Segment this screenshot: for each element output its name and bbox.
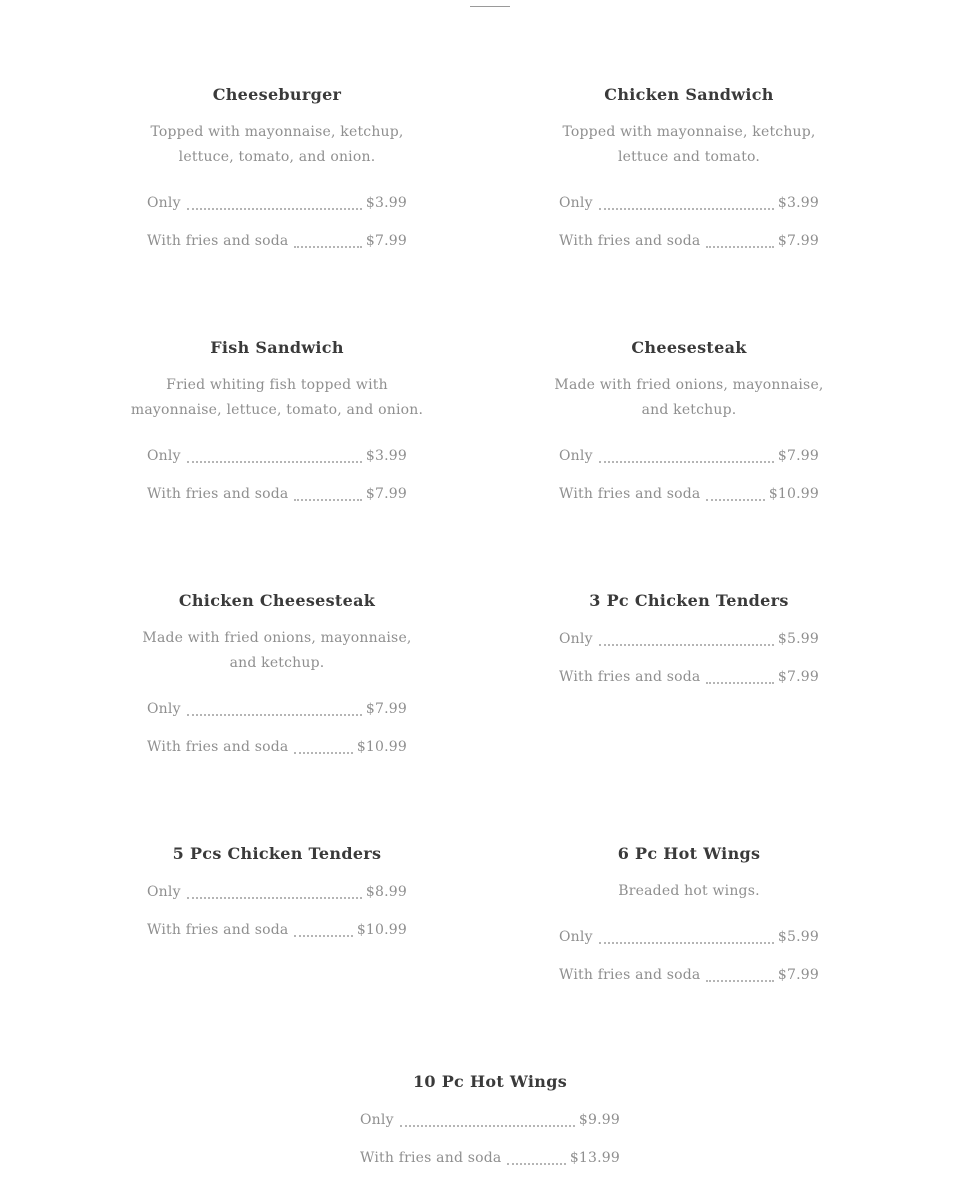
dot-leader [599,461,774,463]
item-description: Made with fried onions, mayonnaise, and ketchup. [554,377,824,418]
price-row [559,658,819,696]
price-list [127,873,427,949]
price-value: $3.99 [365,448,407,464]
price-value: $7.99 [777,669,819,685]
price-value: $9.99 [578,1112,620,1128]
dot-leader [187,897,362,899]
price-row [559,620,819,658]
price-row [147,873,407,911]
item-name: Cheeseburger [212,85,342,104]
price-value: $7.99 [777,448,819,464]
item-description: Breaded hot wings. [618,883,760,899]
price-value: $7.99 [365,233,407,249]
dot-leader [706,499,764,501]
menu-item-cheesesteak [539,337,839,513]
dot-leader [187,714,362,716]
price-row [147,728,407,766]
item-name: 6 Pc Hot Wings [617,844,761,863]
price-value: $13.99 [569,1150,620,1166]
dot-leader [294,499,361,501]
item-name: Chicken Cheesesteak [178,591,376,610]
menu-item-5-pcs-chicken-tenders [127,843,427,949]
price-label: With fries and soda [559,486,701,502]
price-label: Only [147,195,181,211]
price-label: Only [559,195,593,211]
menu-item-cheeseburger [127,84,427,260]
price-list [127,184,427,260]
price-value: $7.99 [365,486,407,502]
dot-leader [599,208,774,210]
price-label: With fries and soda [559,669,701,685]
price-label: Only [559,929,593,945]
dot-leader [706,246,773,248]
price-row [559,956,819,994]
item-name: Fish Sandwich [210,338,344,357]
price-value: $7.99 [777,967,819,983]
price-list [539,620,839,696]
item-name: Cheesesteak [631,338,747,357]
price-value: $8.99 [365,884,407,900]
price-label: Only [147,448,181,464]
dot-leader [294,935,352,937]
price-label: With fries and soda [147,922,289,938]
top-divider [470,6,510,7]
dot-leader [706,980,773,982]
dot-leader [400,1125,575,1127]
menu-item-6-pc-hot-wings [539,843,839,994]
price-row [559,184,819,222]
item-description: Made with fried onions, mayonnaise, and ketchup. [142,630,412,671]
dot-leader [599,644,774,646]
dot-leader [187,208,362,210]
price-label: Only [559,631,593,647]
menu-item-chicken-cheesesteak [127,590,427,766]
price-label: Only [147,701,181,717]
price-label: With fries and soda [559,967,701,983]
price-list [127,690,427,766]
price-row [147,690,407,728]
dot-leader [507,1163,565,1165]
price-row [147,184,407,222]
price-label: With fries and soda [559,233,701,249]
item-name: 5 Pcs Chicken Tenders [172,844,382,863]
price-value: $10.99 [356,739,407,755]
price-list [340,1101,640,1177]
item-name: Chicken Sandwich [604,85,774,104]
price-value: $3.99 [777,195,819,211]
menu-item-3-pc-chicken-tenders [539,590,839,696]
item-name: 3 Pc Chicken Tenders [589,591,789,610]
price-row [147,475,407,513]
price-row [147,437,407,475]
price-value: $10.99 [768,486,819,502]
price-value: $10.99 [356,922,407,938]
price-label: Only [147,884,181,900]
price-row [559,222,819,260]
price-label: With fries and soda [360,1150,502,1166]
item-name: 10 Pc Hot Wings [412,1072,568,1091]
price-row [360,1139,620,1177]
price-value: $3.99 [365,195,407,211]
item-description: Topped with mayonnaise, ketchup, lettuce and tomato. [562,124,816,165]
dot-leader [187,461,362,463]
price-row [360,1101,620,1139]
dot-leader [599,942,774,944]
price-row [147,222,407,260]
item-description: Fried whiting fish topped with mayonnaise, lettuce, tomato, and onion. [130,377,424,418]
price-label: Only [559,448,593,464]
price-label: With fries and soda [147,486,289,502]
dot-leader [294,752,352,754]
price-row [559,437,819,475]
price-value: $5.99 [777,929,819,945]
price-value: $7.99 [777,233,819,249]
price-list [539,437,839,513]
price-row [559,475,819,513]
price-row [147,911,407,949]
price-list [127,437,427,513]
menu-item-fish-sandwich [127,337,427,513]
menu-item-chicken-sandwich [539,84,839,260]
price-list [539,184,839,260]
price-list [539,918,839,994]
price-value: $7.99 [365,701,407,717]
price-label: With fries and soda [147,739,289,755]
price-label: With fries and soda [147,233,289,249]
dot-leader [294,246,361,248]
dot-leader [706,682,773,684]
price-value: $5.99 [777,631,819,647]
item-description: Topped with mayonnaise, ketchup, lettuce, tomato, and onion. [150,124,404,165]
price-row [559,918,819,956]
price-label: Only [360,1112,394,1128]
menu-item-10-pc-hot-wings [340,1071,640,1177]
